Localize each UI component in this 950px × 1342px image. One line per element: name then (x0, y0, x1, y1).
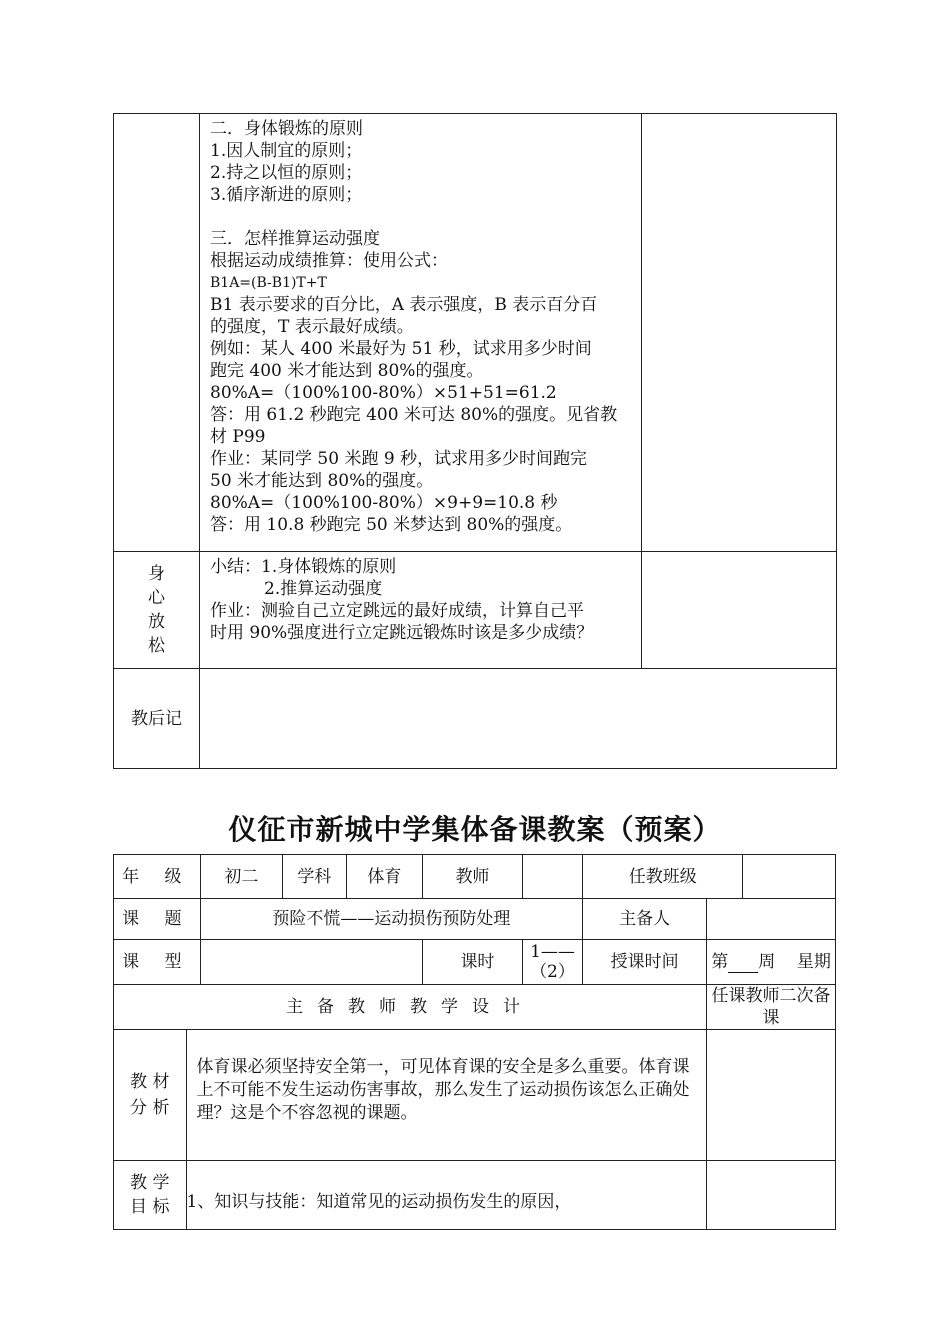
second-prep-header: 任课教师二次备课 (707, 985, 836, 1030)
subject-value: 体育 (346, 855, 423, 899)
subject-label: 学科 (283, 855, 346, 899)
analysis-second-prep (707, 1030, 836, 1161)
analysis-text: 体育课必须坚持安全第一，可见体育课的安全是多么重要。体育课上不可能不发生运动伤害事故，那么发生了运动损伤该怎么正确处理？这是个不容忽视的课题。 (186, 1030, 707, 1161)
class-label: 任教班级 (583, 855, 743, 899)
class-time-value: 第 周 星期 (707, 940, 836, 985)
after-class-label: 教后记 (114, 669, 200, 769)
lesson-continuation-table (113, 113, 837, 769)
relax-content: 小结：1.身体锻炼的原则 2.推算运动强度 作业：测验自己立定跳远的最好成绩，计算自己平 时用 90%强度进行立定跳远锻炼时该是多少成绩？ (200, 552, 642, 669)
class-value (743, 855, 836, 899)
content-line: B1A=(B-B1)T+T (210, 275, 327, 291)
empty-label-cell (114, 114, 200, 552)
relax-second-prep (642, 552, 837, 669)
goal-label: 教 学 目 标 (114, 1161, 187, 1230)
teacher-label: 教师 (423, 855, 523, 899)
content-line: 答：用 10.8 秒跑完 50 米梦达到 80%的强度。 (210, 515, 573, 535)
content-line: 三．怎样推算运动强度 (210, 229, 380, 249)
grade-label: 年 级 (114, 855, 201, 899)
hours-label: 课时 (423, 940, 523, 985)
content-line: 材 P99 (210, 427, 266, 447)
content-line: 例如：某人 400 米最好为 51 秒，试求用多少时间 (210, 339, 592, 359)
content-line: 跑完 400 米才能达到 80%的强度。 (210, 361, 484, 381)
content-line: 答：用 61.2 秒跑完 400 米可达 80%的强度。见省教 (210, 405, 618, 425)
content-line: 80%A=（100%100-80%）×51+51=61.2 (210, 383, 557, 403)
lesson-plan-table (113, 854, 836, 1230)
lead-teacher-label: 主备人 (583, 899, 707, 940)
page-title: 仪征市新城中学集体备课教案（预案） (228, 813, 722, 846)
type-label: 课 型 (114, 940, 201, 985)
content-line (210, 206, 631, 228)
goal-second-prep (707, 1161, 836, 1230)
content-line: 50 米才能达到 80%的强度。 (210, 471, 434, 491)
content-line: B1 表示要求的百分比，A 表示强度，B 表示百分百 (210, 295, 598, 315)
after-class-notes (200, 669, 837, 769)
relax-label: 身 心 放 松 (114, 552, 200, 669)
type-value (200, 940, 423, 985)
hours-value: 1—— （2） (522, 940, 582, 985)
design-header: 主备教师教学设计 (114, 985, 707, 1030)
topic-value: 预险不慌——运动损伤预防处理 (200, 899, 583, 940)
topic-label: 课 题 (114, 899, 201, 940)
content-line: 的强度，T 表示最好成绩。 (210, 317, 414, 337)
content-line: 1.因人制宜的原则； (210, 141, 363, 161)
content-line: 80%A=（100%100-80%）×9+9=10.8 秒 (210, 493, 558, 513)
analysis-label: 教 材 分 析 (114, 1030, 187, 1161)
content-line: 二．身体锻炼的原则 (210, 119, 363, 139)
grade-value: 初二 (200, 855, 283, 899)
lead-teacher-value (707, 899, 836, 940)
content-line: 2.持之以恒的原则； (210, 163, 363, 183)
class-time-label: 授课时间 (583, 940, 707, 985)
content-cell (200, 114, 642, 552)
teacher-value (522, 855, 582, 899)
content-line: 作业：某同学 50 米跑 9 秒，试求用多少时间跑完 (210, 449, 588, 469)
goal-text: 1、知识与技能：知道常见的运动损伤发生的原因， (186, 1161, 707, 1230)
content-line: 根据运动成绩推算：使用公式： (210, 251, 448, 271)
second-prep-cell (642, 114, 837, 552)
content-line: 3.循序渐进的原则； (210, 185, 363, 205)
